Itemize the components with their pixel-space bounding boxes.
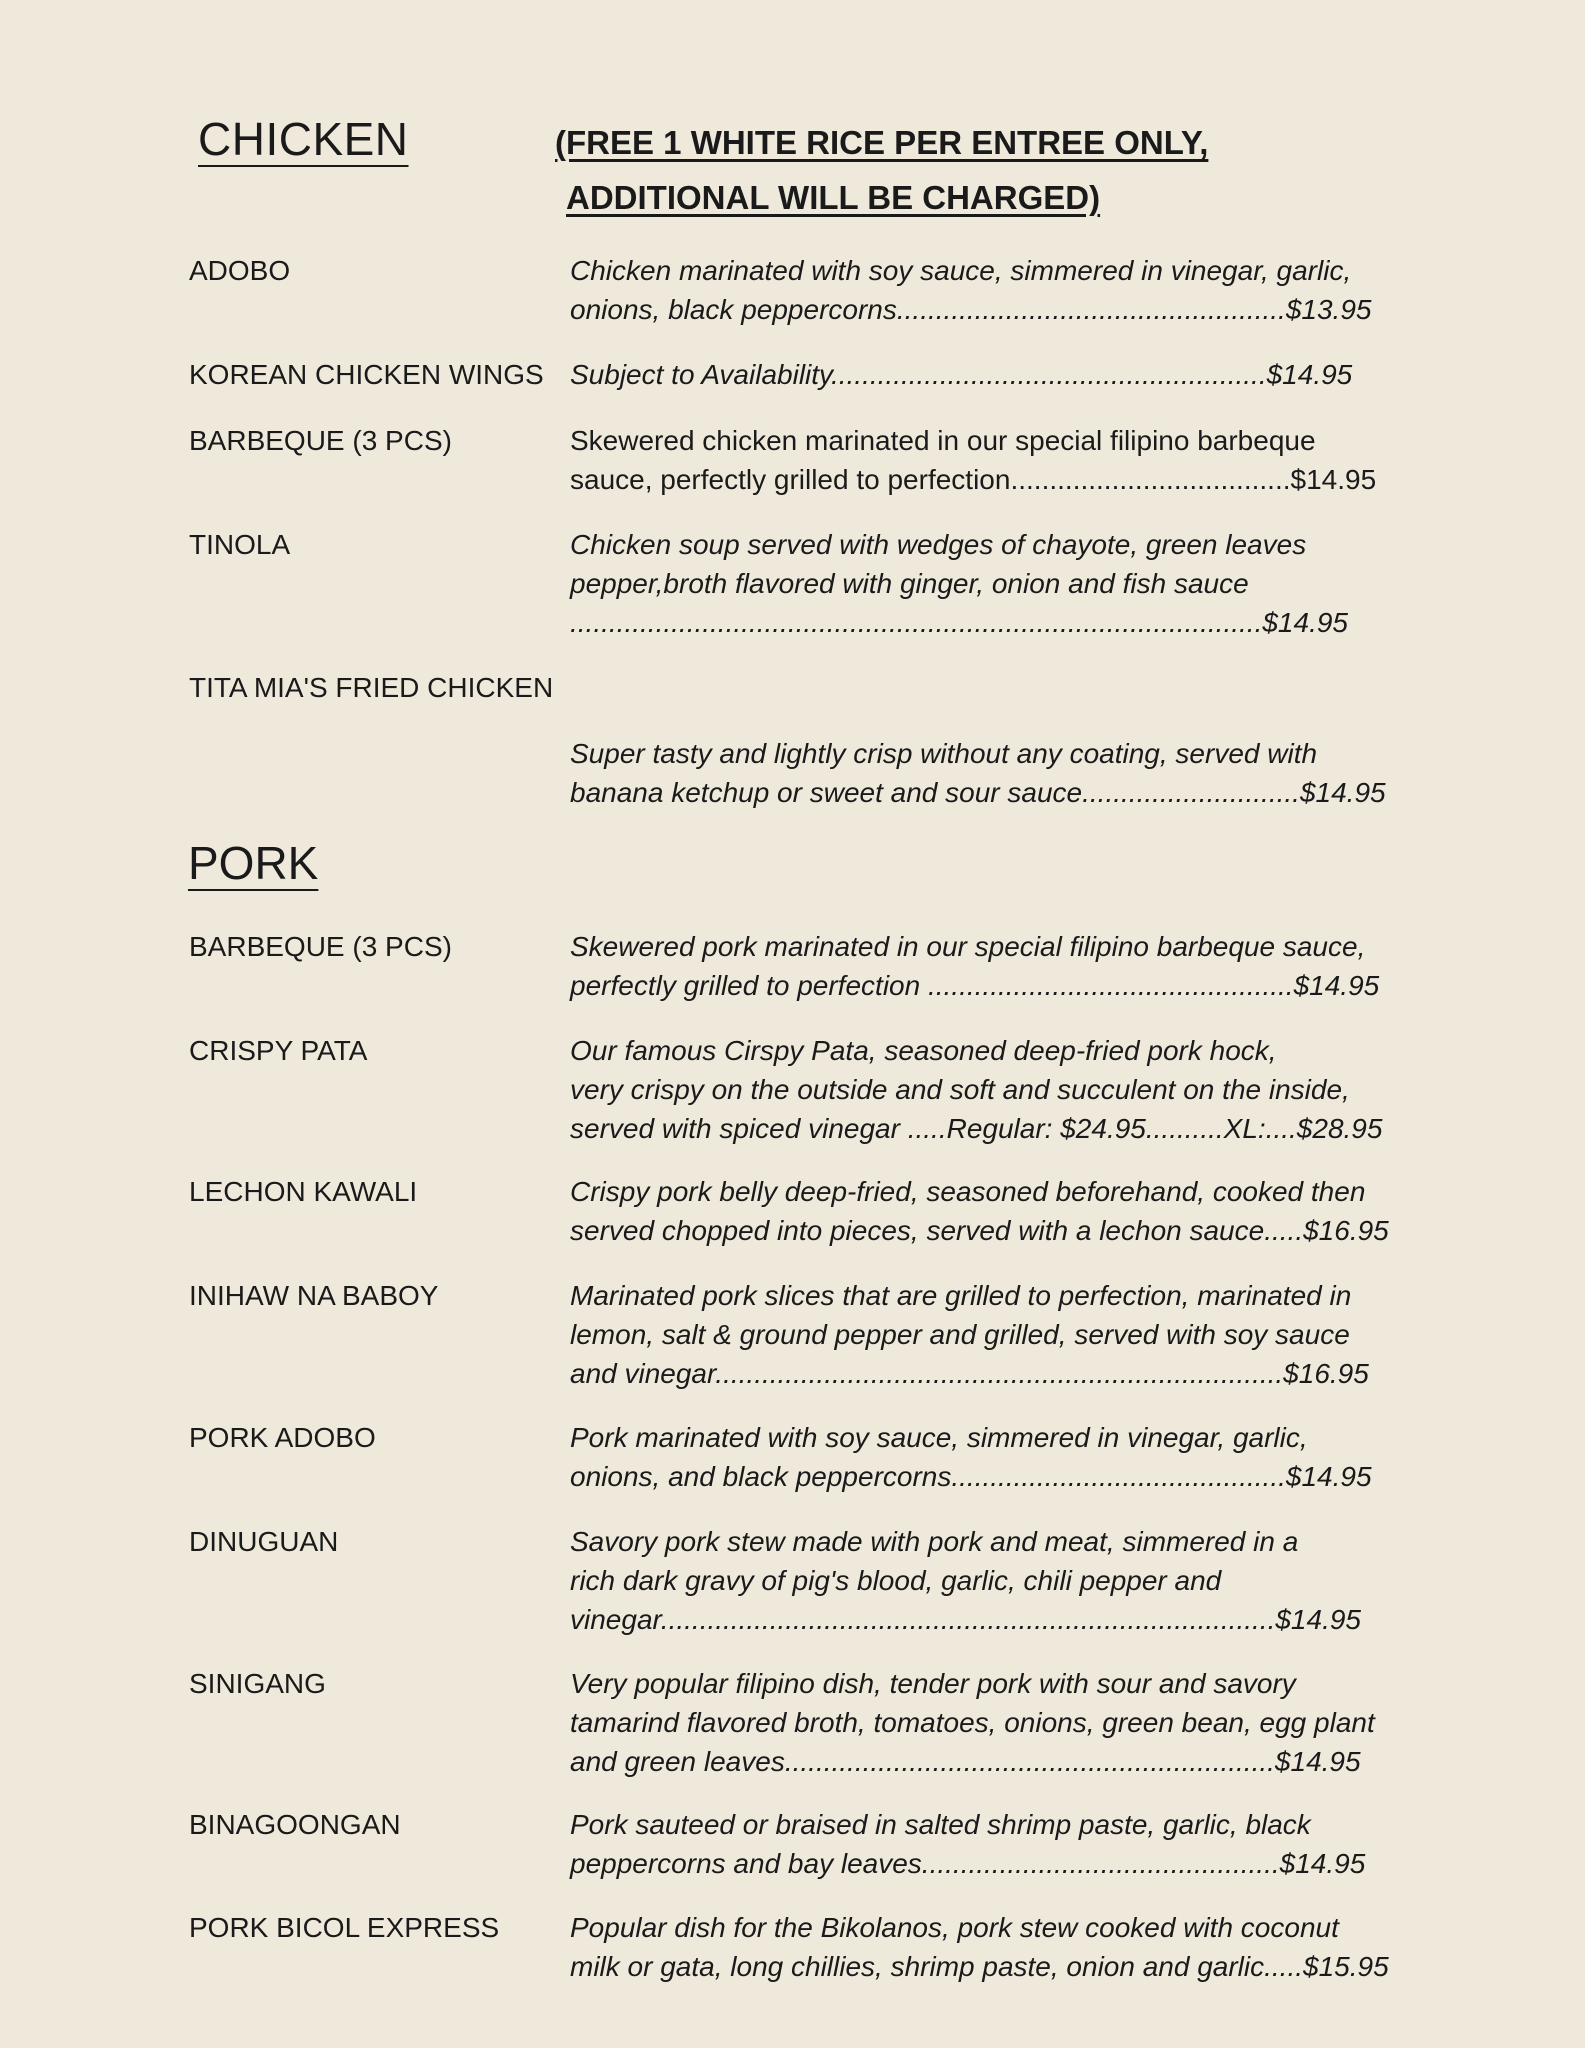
menu-item-name: ADOBO	[189, 255, 291, 286]
menu-item-description: Chicken soup served with wedges of chayote, green leaves pepper,broth flavored with ginger, onion and fish sauce .........................................................................................$14.95	[570, 529, 1348, 638]
menu-item-name: CRISPY PATA	[189, 1035, 368, 1066]
menu-item-description: Very popular filipino dish, tender pork with sour and savory tamarind flavored broth, tomatoes, onions, green bean, egg plant and green leaves...............................................................$14.95	[570, 1668, 1375, 1777]
menu-item-description: Super tasty and lightly crisp without any coating, served with banana ketchup or sweet and sour sauce............................$14.95	[570, 738, 1386, 808]
menu-item-name: PORK ADOBO	[189, 1422, 376, 1453]
menu-item-description: Crispy pork belly deep-fried, seasoned beforehand, cooked then served chopped into pieces, served with a lechon sauce.....$16.95	[570, 1176, 1389, 1246]
chicken-heading: CHICKEN	[198, 113, 409, 165]
menu-item-name: DINUGUAN	[189, 1526, 339, 1557]
menu-item-name: KOREAN CHICKEN WINGS	[189, 359, 544, 390]
menu-item-name: INIHAW NA BABOY	[189, 1280, 439, 1311]
menu-item-description: Subject to Availability........................................................$14.95	[570, 359, 1353, 390]
menu-item-name: PORK BICOL EXPRESS	[189, 1912, 500, 1943]
rice-note-line1: (FREE 1 WHITE RICE PER ENTREE ONLY,	[555, 124, 1209, 161]
menu-item-description: Marinated pork slices that are grilled to perfection, marinated in lemon, salt & ground pepper and grilled, served with soy sauce and vinegar.........................................................................$16.95	[570, 1280, 1369, 1389]
menu-item-name: BINAGOONGAN	[189, 1809, 401, 1840]
menu-item-description: Our famous Cirspy Pata, seasoned deep-fried pork hock, very crispy on the outside and soft and succulent on the inside, served with spiced vinegar .....Regular: $24.95..........XL:....$28.95	[570, 1035, 1383, 1144]
menu-item-name: SINIGANG	[189, 1668, 326, 1699]
menu-item-name: LECHON KAWALI	[189, 1176, 418, 1207]
rice-note-line2: ADDITIONAL WILL BE CHARGED)	[566, 179, 1101, 216]
pork-heading: PORK	[188, 837, 319, 889]
menu-item-description: Skewered chicken marinated in our special filipino barbeque sauce, perfectly grilled to perfection....................................$14.95	[570, 425, 1377, 495]
menu-item-name: TITA MIA'S FRIED CHICKEN	[189, 672, 554, 703]
menu-item-description: Chicken marinated with soy sauce, simmered in vinegar, garlic, onions, black peppercorns..................................................$13.95	[570, 255, 1372, 325]
menu-item-name: BARBEQUE (3 PCS)	[189, 425, 452, 456]
menu-item-description: Pork sauteed or braised in salted shrimp paste, garlic, black peppercorns and bay leaves..............................................$14.95	[570, 1809, 1366, 1879]
menu-item-description: Skewered pork marinated in our special filipino barbeque sauce, perfectly grilled to perfection ...............................................$14.95	[570, 931, 1380, 1001]
menu-item-description: Savory pork stew made with pork and meat, simmered in a rich dark gravy of pig's blood, garlic, chili pepper and vinegar...............................................................................$14.95	[570, 1526, 1361, 1635]
menu-item-description: Popular dish for the Bikolanos, pork stew cooked with coconut milk or gata, long chillies, shrimp paste, onion and garlic.....$15.95	[570, 1912, 1389, 1982]
menu-item-name: TINOLA	[189, 529, 291, 560]
menu-item-description: Pork marinated with soy sauce, simmered in vinegar, garlic, onions, and black peppercorns...........................................$14.95	[570, 1422, 1372, 1492]
menu-item-name: BARBEQUE (3 PCS)	[189, 931, 452, 962]
